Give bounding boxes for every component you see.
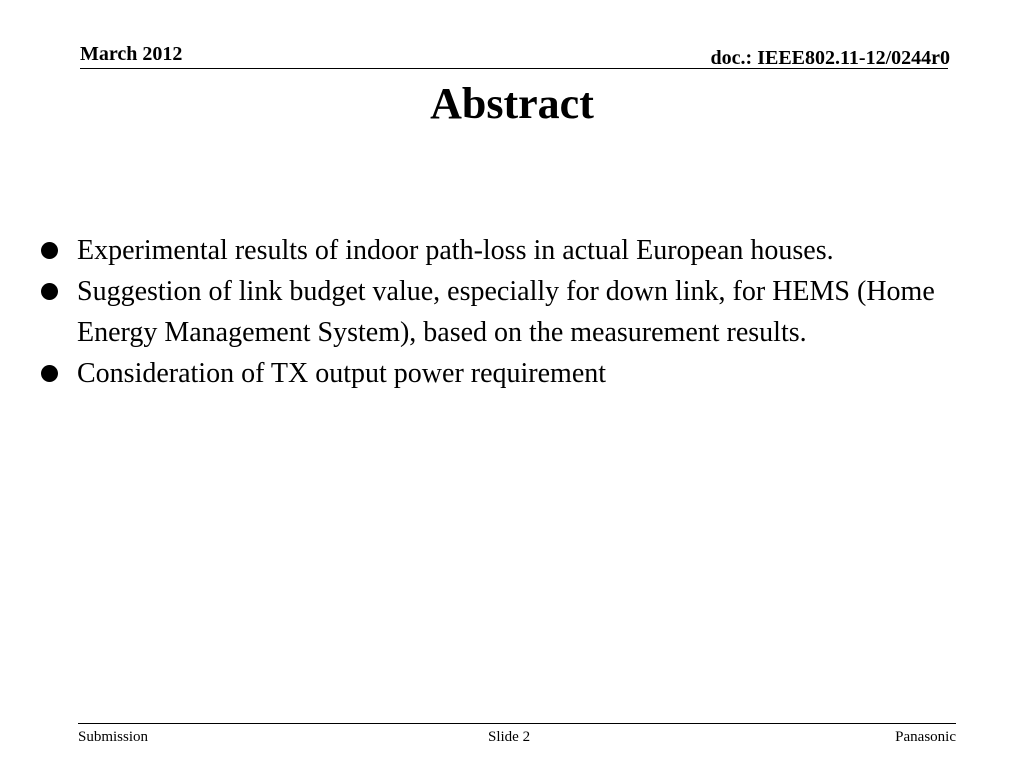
slide-title: Abstract	[430, 79, 594, 128]
footer-divider	[78, 723, 956, 724]
bullet-dot-icon	[41, 283, 58, 300]
document-id: doc.: IEEE802.11-12/0244r0	[710, 47, 950, 69]
bullet-dot-icon	[41, 365, 58, 382]
footer-company: Panasonic	[895, 729, 956, 745]
header-divider	[80, 68, 948, 69]
footer-submission: Submission	[78, 729, 149, 745]
footer-slide-number: Slide 2	[488, 729, 531, 745]
bullet-text: Consideration of TX output power requirement	[77, 358, 607, 389]
bullet-item	[40, 230, 950, 271]
header-date: March 2012	[80, 43, 183, 65]
bullet-text: Suggestion of link budget value, especially for down link, for HEMS (Home Energy Management System), based on the measurement results.	[77, 276, 935, 348]
bullet-item	[40, 353, 950, 394]
bullet-list	[40, 230, 950, 394]
bullet-text: Experimental results of indoor path-loss in actual European houses.	[77, 235, 834, 266]
bullet-item	[40, 271, 950, 353]
bullet-dot-icon	[41, 242, 58, 259]
